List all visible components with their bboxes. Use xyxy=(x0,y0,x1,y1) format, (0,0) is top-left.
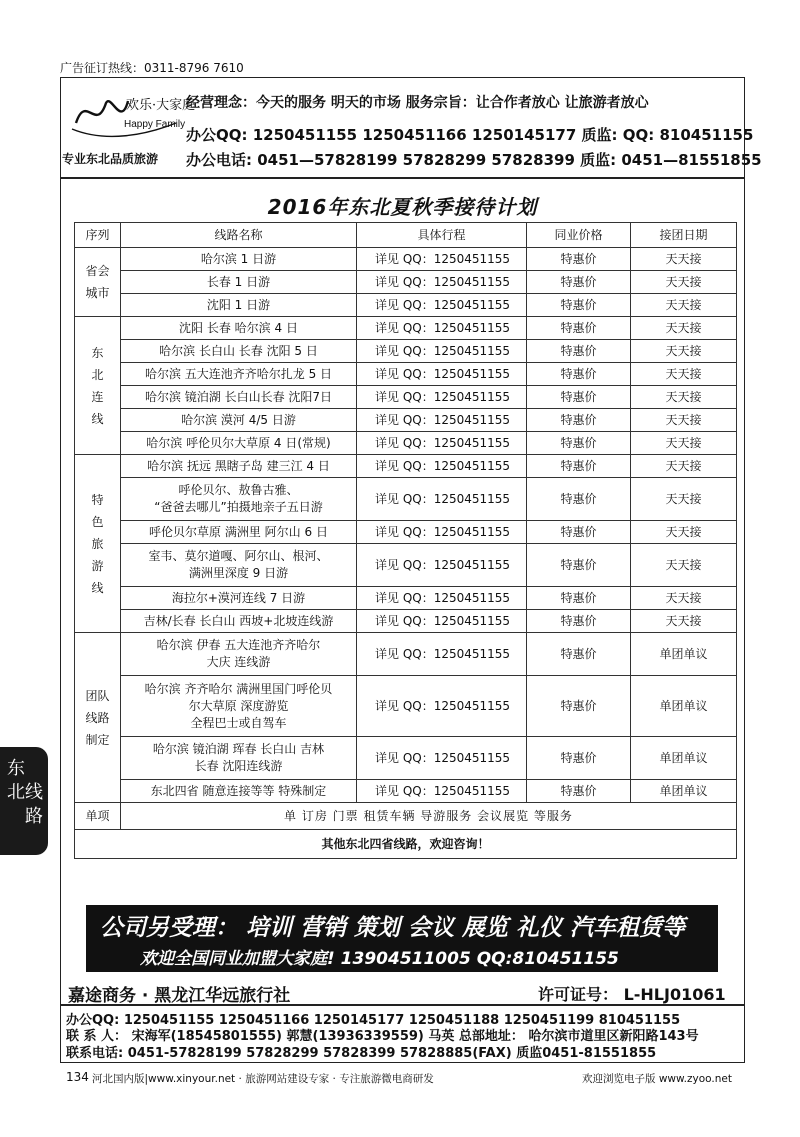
col-header-price: 同业价格 xyxy=(527,223,631,248)
route-date: 天天接 xyxy=(631,271,737,294)
table-row xyxy=(75,455,737,478)
table-row xyxy=(75,248,737,271)
svg-text:Happy Family: Happy Family xyxy=(124,119,186,130)
route-price: 特惠价 xyxy=(527,340,631,363)
section-tab-line: 东北 xyxy=(7,758,25,803)
route-price: 特惠价 xyxy=(527,432,631,455)
route-detail: 详见 QQ：1250451155 xyxy=(357,544,527,587)
footer-ebook-link: 欢迎浏览电子版 www.zyoo.net xyxy=(582,1073,732,1085)
table-row xyxy=(75,676,737,737)
route-name: 哈尔滨 伊春 五大连池齐齐哈尔 大庆 连线游 xyxy=(121,633,357,676)
route-date: 天天接 xyxy=(631,587,737,610)
route-detail: 详见 QQ：1250451155 xyxy=(357,363,527,386)
svg-text:欢乐·大家庭: 欢乐·大家庭 xyxy=(126,98,196,113)
route-price: 特惠价 xyxy=(527,544,631,587)
office-phone: 办公电话: 0451—57828199 57828299 57828399 质监: 0451—81551855 xyxy=(186,151,762,169)
route-detail: 详见 QQ：1250451155 xyxy=(357,271,527,294)
route-name: 哈尔滨 齐齐哈尔 满洲里国门呼伦贝 尔大草原 深度游览 全程巴士或自驾车 xyxy=(121,676,357,737)
franchise-invite: 欢迎全国同业加盟大家庭! 13904511005 QQ:810451155 xyxy=(140,949,619,969)
route-detail: 详见 QQ：1250451155 xyxy=(357,737,527,780)
single-items-label: 单项 xyxy=(75,803,121,830)
route-name: 海拉尔+漠河连线 7 日游 xyxy=(121,587,357,610)
section-tab-line: 线路 xyxy=(25,782,43,827)
route-price: 特惠价 xyxy=(527,386,631,409)
route-detail: 详见 QQ：1250451155 xyxy=(357,455,527,478)
col-header-route: 线路名称 xyxy=(121,223,357,248)
route-name: 沈阳 长春 哈尔滨 4 日 xyxy=(121,317,357,340)
route-price: 特惠价 xyxy=(527,455,631,478)
table-row xyxy=(75,633,737,676)
route-date: 天天接 xyxy=(631,455,737,478)
route-name: 长春 1 日游 xyxy=(121,271,357,294)
ad-hotline: 广告征订热线：0311-8796 7610 xyxy=(60,61,244,75)
route-date: 单团单议 xyxy=(631,737,737,780)
group-northeast-routes: 东北连线 xyxy=(75,317,121,455)
route-name: 室韦、莫尔道嘎、阿尔山、根河、 满洲里深度 9 日游 xyxy=(121,544,357,587)
route-detail: 详见 QQ：1250451155 xyxy=(357,610,527,633)
table-row xyxy=(75,386,737,409)
route-date: 单团单议 xyxy=(631,676,737,737)
route-detail: 详见 QQ：1250451155 xyxy=(357,478,527,521)
route-date: 单团单议 xyxy=(631,780,737,803)
route-detail: 详见 QQ：1250451155 xyxy=(357,294,527,317)
table-row xyxy=(75,587,737,610)
route-date: 天天接 xyxy=(631,386,737,409)
route-price: 特惠价 xyxy=(527,271,631,294)
route-price: 特惠价 xyxy=(527,633,631,676)
route-detail: 详见 QQ：1250451155 xyxy=(357,248,527,271)
route-date: 天天接 xyxy=(631,248,737,271)
table-row xyxy=(75,544,737,587)
route-price: 特惠价 xyxy=(527,610,631,633)
route-detail: 详见 QQ：1250451155 xyxy=(357,676,527,737)
route-detail: 详见 QQ：1250451155 xyxy=(357,521,527,544)
section-tab-northeast-routes xyxy=(0,747,48,855)
contact-qq: 办公QQ: 1250451155 1250451166 1250145177 1250451188 1250451199 810451155 xyxy=(66,1013,681,1028)
route-name: 哈尔滨 呼伦贝尔大草原 4 日(常规) xyxy=(121,432,357,455)
route-date: 天天接 xyxy=(631,478,737,521)
route-price: 特惠价 xyxy=(527,294,631,317)
route-price: 特惠价 xyxy=(527,409,631,432)
page-number: 134 xyxy=(66,1070,89,1084)
route-name: 哈尔滨 长白山 长春 沈阳 5 日 xyxy=(121,340,357,363)
license-number: 许可证号： L-HLJ01061 xyxy=(538,985,726,1004)
divider xyxy=(60,1004,745,1006)
office-qq: 办公QQ: 1250451155 1250451166 1250145177 质监: QQ: 810451155 xyxy=(186,126,754,144)
route-price: 特惠价 xyxy=(527,248,631,271)
table-row xyxy=(75,363,737,386)
route-detail: 详见 QQ：1250451155 xyxy=(357,587,527,610)
logo-tagline: 专业东北品质旅游 xyxy=(62,152,159,166)
route-name: 吉林/长春 长白山 西坡+北坡连线游 xyxy=(121,610,357,633)
company-name: 嘉途商务 · 黑龙江华远旅行社 xyxy=(68,986,291,1006)
route-detail: 详见 QQ：1250451155 xyxy=(357,633,527,676)
route-name: 呼伦贝尔草原 满洲里 阿尔山 6 日 xyxy=(121,521,357,544)
route-date: 天天接 xyxy=(631,409,737,432)
route-price: 特惠价 xyxy=(527,317,631,340)
route-price: 特惠价 xyxy=(527,737,631,780)
route-price: 特惠价 xyxy=(527,676,631,737)
plan-title: 2016年东北夏秋季接待计划 xyxy=(267,195,538,219)
table-row xyxy=(75,478,737,521)
route-name: 哈尔滨 漠河 4/5 日游 xyxy=(121,409,357,432)
business-motto: 经营理念：今天的服务 明天的市场 服务宗旨：让合作者放心 让旅游者放心 xyxy=(186,95,649,111)
route-date: 天天接 xyxy=(631,363,737,386)
route-price: 特惠价 xyxy=(527,587,631,610)
reception-plan-table xyxy=(74,222,737,859)
col-header-date: 接团日期 xyxy=(631,223,737,248)
route-date: 单团单议 xyxy=(631,633,737,676)
route-detail: 详见 QQ：1250451155 xyxy=(357,432,527,455)
footer-site-info: 河北国内版|www.xinyour.net · 旅游网站建设专家 · 专注旅游微电商研发 xyxy=(92,1073,434,1085)
route-date: 天天接 xyxy=(631,294,737,317)
route-date: 天天接 xyxy=(631,432,737,455)
route-name: 哈尔滨 抚远 黑瞎子岛 建三江 4 日 xyxy=(121,455,357,478)
route-name: 东北四省 随意连接等等 特殊制定 xyxy=(121,780,357,803)
other-routes-row xyxy=(75,830,737,859)
route-date: 天天接 xyxy=(631,610,737,633)
table-row xyxy=(75,737,737,780)
route-name: 呼伦贝尔、敖鲁古雅、 “爸爸去哪儿”拍摄地亲子五日游 xyxy=(121,478,357,521)
route-detail: 详见 QQ：1250451155 xyxy=(357,780,527,803)
contact-people: 联 系 人： 宋海军(18545801555) 郭慧(13936339559) 马英 总部地址： 哈尔滨市道里区新阳路143号 xyxy=(66,1029,699,1044)
happy-family-logo xyxy=(66,83,196,149)
table-header-row xyxy=(75,223,737,248)
col-header-seq: 序列 xyxy=(75,223,121,248)
single-items-row xyxy=(75,803,737,830)
route-detail: 详见 QQ：1250451155 xyxy=(357,386,527,409)
route-date: 天天接 xyxy=(631,521,737,544)
route-detail: 详见 QQ：1250451155 xyxy=(357,317,527,340)
table-row xyxy=(75,521,737,544)
table-row xyxy=(75,317,737,340)
group-featured-routes: 特色旅游线 xyxy=(75,455,121,633)
table-row xyxy=(75,432,737,455)
route-date: 天天接 xyxy=(631,340,737,363)
services-offered: 公司另受理： 培训 营销 策划 会议 展览 礼仪 汽车租赁等 xyxy=(100,915,686,941)
route-price: 特惠价 xyxy=(527,521,631,544)
other-routes-note: 其他东北四省线路，欢迎咨询！ xyxy=(75,830,737,859)
route-price: 特惠价 xyxy=(527,780,631,803)
table-row xyxy=(75,610,737,633)
table-row xyxy=(75,409,737,432)
single-items-list: 单 订房 门票 租赁车辆 导游服务 会议展览 等服务 xyxy=(121,803,737,830)
group-custom-team-routes: 团队线路制定 xyxy=(75,633,121,803)
route-name: 哈尔滨 镜泊湖 长白山长春 沈阳7日 xyxy=(121,386,357,409)
route-price: 特惠价 xyxy=(527,478,631,521)
table-row xyxy=(75,294,737,317)
table-row xyxy=(75,271,737,294)
route-name: 哈尔滨 五大连池齐齐哈尔扎龙 5 日 xyxy=(121,363,357,386)
route-name: 哈尔滨 镜泊湖 珲春 长白山 吉林 长春 沈阳连线游 xyxy=(121,737,357,780)
route-date: 天天接 xyxy=(631,317,737,340)
route-detail: 详见 QQ：1250451155 xyxy=(357,409,527,432)
table-row xyxy=(75,780,737,803)
route-price: 特惠价 xyxy=(527,363,631,386)
group-provincial-capitals: 省会城市 xyxy=(75,248,121,317)
route-date: 天天接 xyxy=(631,544,737,587)
col-header-itinerary: 具体行程 xyxy=(357,223,527,248)
table-row xyxy=(75,340,737,363)
route-detail: 详见 QQ：1250451155 xyxy=(357,340,527,363)
route-name: 沈阳 1 日游 xyxy=(121,294,357,317)
route-name: 哈尔滨 1 日游 xyxy=(121,248,357,271)
contact-phones: 联系电话: 0451-57828199 57828299 57828399 57828885(FAX) 质监0451-81551855 xyxy=(66,1046,657,1061)
